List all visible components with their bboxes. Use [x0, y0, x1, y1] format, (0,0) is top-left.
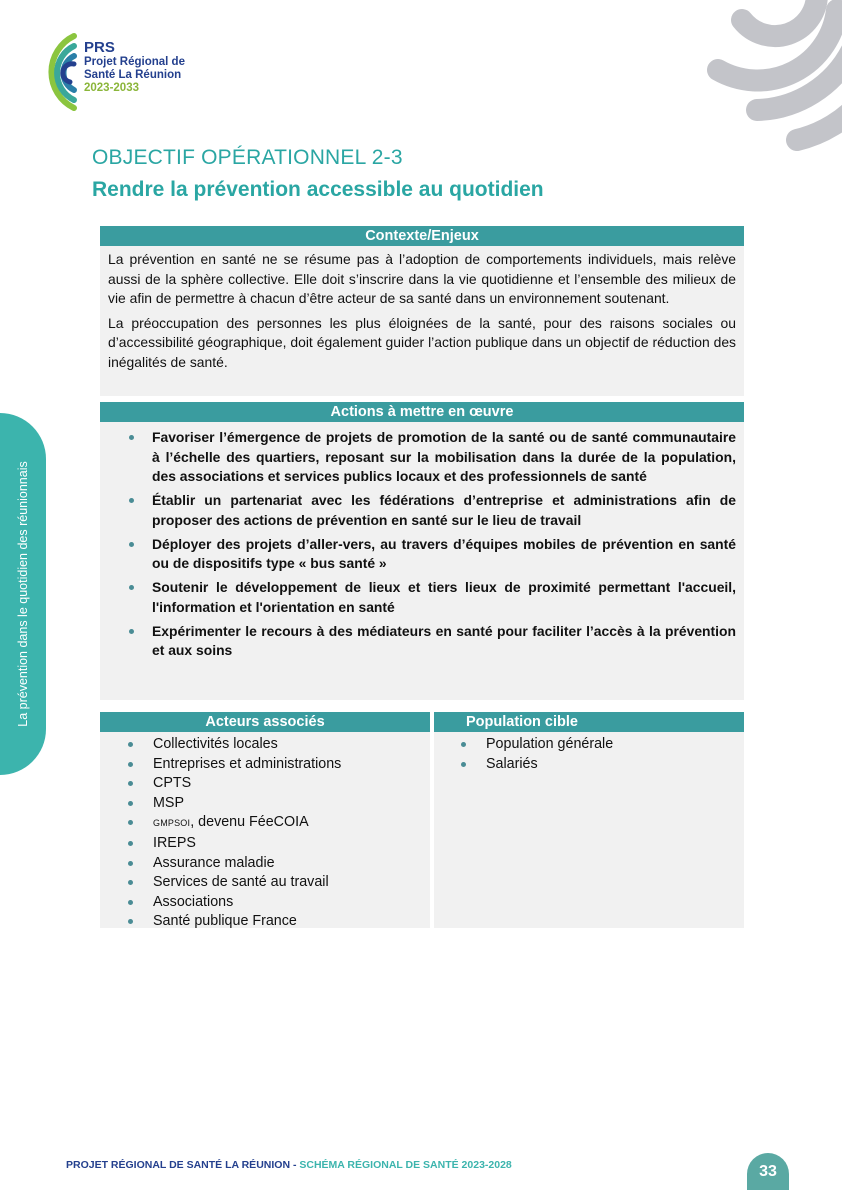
actor-text: Assurance maladie: [153, 854, 275, 871]
logo-acronym: PRS: [84, 39, 115, 56]
bullet-icon: [129, 542, 134, 547]
actor-text: Collectivités locales: [153, 736, 278, 752]
footer-schema: SCHÉMA RÉGIONAL DE SANTÉ 2023-2028: [299, 1159, 512, 1171]
action-item: [152, 491, 736, 530]
footer-separator: -: [290, 1159, 300, 1171]
action-item: [152, 428, 736, 487]
population-item: [486, 755, 744, 775]
actor-item: [153, 834, 430, 854]
bullet-icon: [129, 435, 134, 440]
bullet-icon: [128, 900, 133, 905]
objective-title: Rendre la prévention accessible au quotidien: [92, 178, 544, 201]
actions-section: [100, 402, 744, 700]
actor-text: Entreprises et administrations: [153, 755, 342, 772]
actions-list: [100, 422, 744, 661]
bullet-icon: [461, 762, 466, 767]
side-tab-label: La prévention dans le quotidien des réunionnais: [16, 461, 30, 727]
population-text: Population générale: [486, 736, 614, 752]
actor-text-small: GMPSOI: [153, 818, 191, 829]
actors-heading: Acteurs associés: [100, 712, 430, 732]
logo-line-1: Projet Régional de: [84, 56, 185, 68]
actor-item: [153, 794, 430, 814]
action-item: [152, 535, 736, 574]
actor-text: Associations: [153, 893, 234, 910]
actor-text: Services de santé au travail: [153, 874, 329, 891]
actor-item: [153, 893, 430, 913]
actor-text: IREPS: [153, 834, 196, 851]
actor-text: CPTS: [153, 775, 192, 792]
prs-logo: [24, 28, 204, 112]
page-footer: [66, 1159, 512, 1171]
bullet-icon: [129, 585, 134, 590]
actions-heading: Actions à mettre en œuvre: [100, 402, 744, 422]
bullet-icon: [128, 801, 133, 806]
context-heading: Contexte/Enjeux: [100, 226, 744, 246]
bullet-icon: [129, 498, 134, 503]
bullet-icon: [128, 762, 133, 767]
actor-text: , devenu FéeCOIA: [190, 814, 309, 831]
decorative-arcs-icon: [702, 0, 842, 160]
bullet-icon: [129, 629, 134, 634]
context-paragraph: La prévention en santé ne se résume pas à l’adoption de comportements individuels, mais relève aussi de la sphère collective. Elle doit s’inscrire dans la vie quotidienne et l’ensemble des milieux de vie afin de permettre à chacun d’être acteur de sa santé dans un environnement soutenant.: [108, 251, 736, 306]
page-number: 33: [747, 1153, 789, 1190]
context-paragraph: La préoccupation des personnes les plus éloignées de la santé, pour des raisons sociales ou d’accessibilité géographique, doit également guider l’action publique dans un objectif de réduction des inégalités de santé.: [108, 314, 736, 370]
actor-item: [153, 912, 430, 932]
actors-list: [100, 732, 430, 932]
bullet-icon: [128, 742, 133, 747]
bullet-icon: [461, 742, 466, 747]
actors-section: [100, 712, 430, 928]
population-section: [434, 712, 744, 928]
bullet-icon: [128, 841, 133, 846]
actor-text: MSP: [153, 794, 184, 811]
action-text: Établir un partenariat avec les fédérations d’entreprise et administrations afin de proposer des actions de prévention en santé sur le lieu de travail: [152, 492, 736, 528]
action-item: [152, 578, 736, 617]
side-section-tab: [0, 413, 46, 775]
logo-line-2: Santé La Réunion: [84, 69, 182, 81]
actor-item: [153, 854, 430, 874]
population-item: [486, 735, 744, 755]
bullet-icon: [128, 880, 133, 885]
bullet-icon: [128, 820, 133, 825]
actor-text: Santé publique France: [153, 913, 297, 930]
prs-logo-arcs-icon: [24, 28, 82, 112]
action-text: Expérimenter le recours à des médiateurs en santé pour faciliter l’accès à la prévention et aux soins: [152, 622, 736, 658]
actor-item: [153, 755, 430, 775]
objective-label: OBJECTIF OPÉRATIONNEL 2-3: [92, 146, 403, 169]
footer-project: PROJET RÉGIONAL DE SANTÉ LA RÉUNION: [66, 1159, 291, 1171]
actor-item: [153, 774, 430, 794]
context-section: [100, 226, 744, 396]
actor-item: [153, 735, 430, 755]
population-heading: Population cible: [434, 712, 744, 732]
actor-item: [153, 813, 430, 834]
action-text: Déployer des projets d’aller-vers, au travers d’équipes mobiles de prévention en santé ou de dispositifs type « bus santé »: [152, 535, 736, 571]
population-list: [434, 732, 744, 774]
action-text: Soutenir le développement de lieux et tiers lieux de proximité permettant l'accueil, l'information et l'orientation en santé: [152, 579, 736, 615]
actor-item: [153, 873, 430, 893]
bullet-icon: [128, 861, 133, 866]
bullet-icon: [128, 781, 133, 786]
action-item: [152, 622, 736, 661]
logo-years: 2023-2033: [84, 82, 139, 94]
population-text: Salariés: [486, 755, 538, 772]
action-text: Favoriser l’émergence de projets de promotion de la santé ou de santé communautaire à l’échelle des quartiers, reposant sur la mobilisation dans la durée de la population, des associations et services publics locaux et des professionnels de santé: [152, 429, 736, 484]
bullet-icon: [128, 919, 133, 924]
